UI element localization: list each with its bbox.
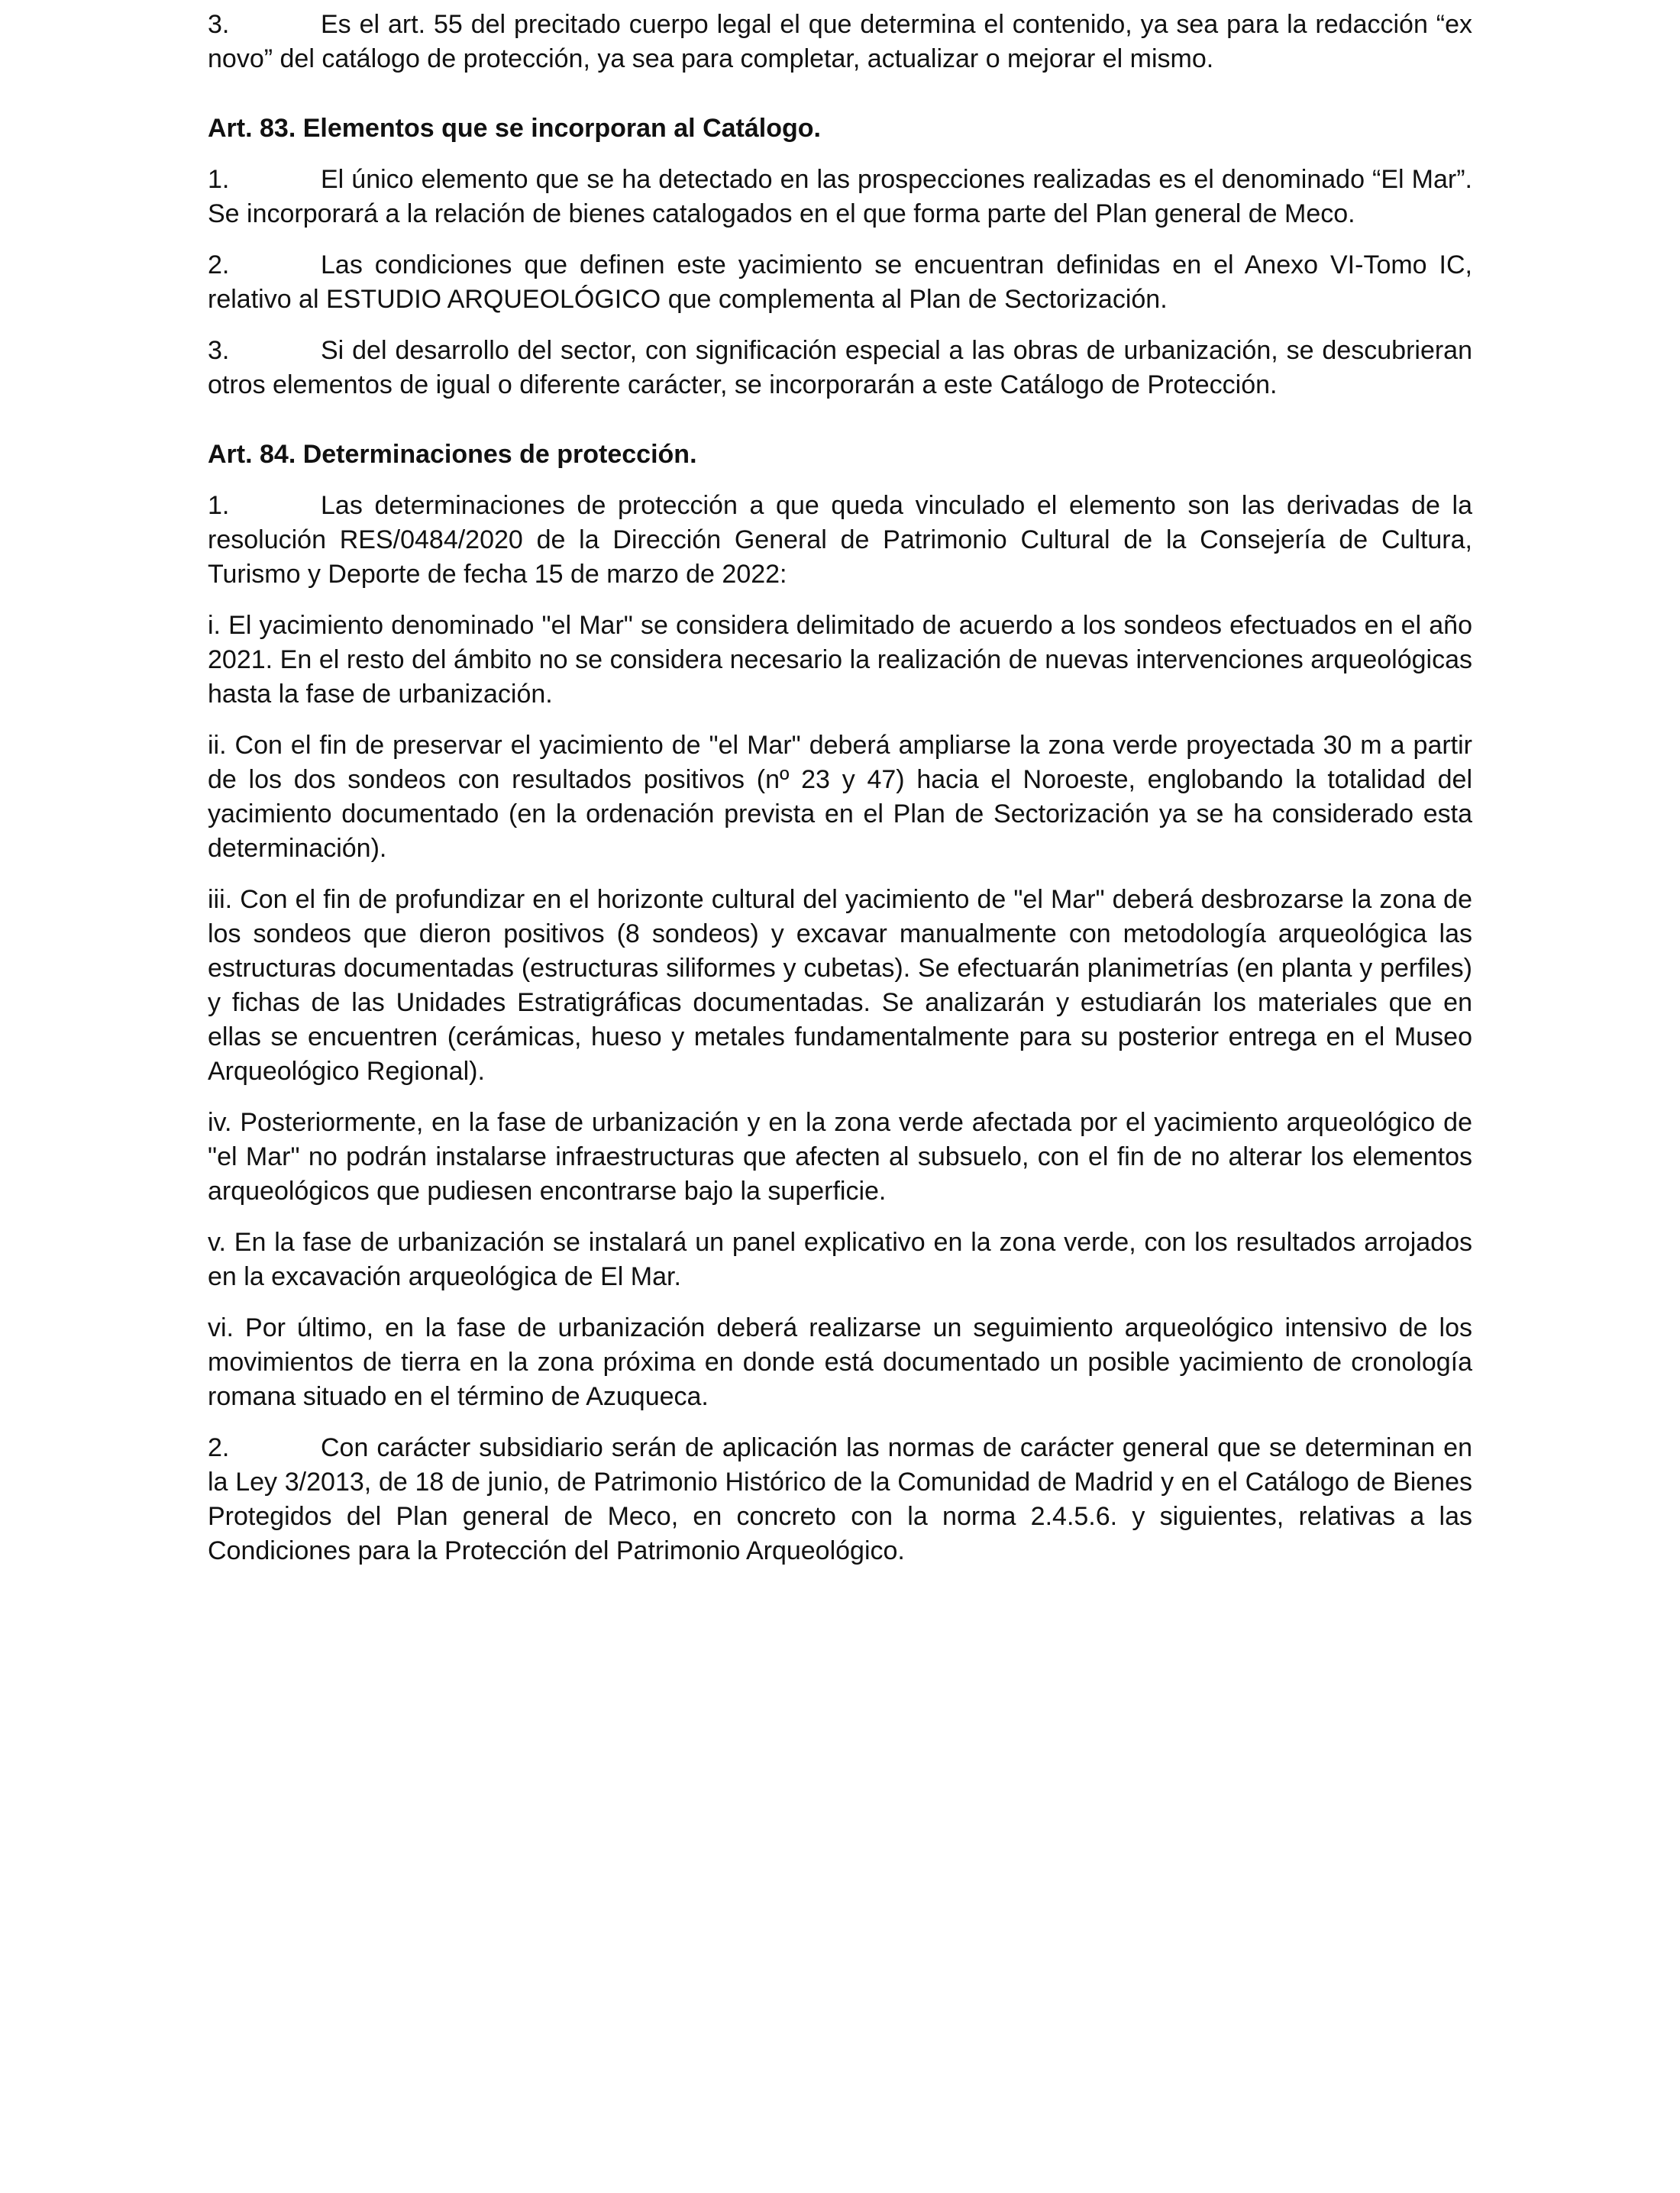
paragraph-number: 3. [208,10,230,39]
paragraph-number: 1. [208,491,230,520]
art83-heading: Art. 83. Elementos que se incorporan al Catálogo. [208,114,821,143]
paragraph-number: 2. [208,250,230,279]
art84-subitem-ii: ii. Con el fin de preservar el yacimiento de "el Mar" deberá ampliarse la zona verde proyectada 30 m a partir de los dos sondeos con resultados positivos (nº 23 y 47) hacia el Noroeste, englobando la totalidad del yacimiento documentado (en la ordenación prevista en el Plan de Sectorización ya se ha considerado esta determinación). [208,731,1472,863]
paragraph-text: Las condiciones que definen este yacimiento se encuentran definidas en el Anexo VI-Tomo IC, relativo al ESTUDIO ARQUEOLÓGICO que complementa al Plan de Sectorización. [208,250,1472,314]
paragraph-text: Es el art. 55 del precitado cuerpo legal el que determina el contenido, ya sea para la redacción “ex novo” del catálogo de protección, ya sea para completar, actualizar o mejorar el mismo. [208,10,1472,73]
art83-item-2 [208,248,1472,317]
paragraph-text: El único elemento que se ha detectado en las prospecciones realizadas es el denominado “El Mar”. Se incorporará a la relación de bienes catalogados en el que forma parte del Plan general de Meco. [208,165,1472,228]
art84-heading: Art. 84. Determinaciones de protección. [208,440,697,469]
art84-subitem-i: i. El yacimiento denominado "el Mar" se considera delimitado de acuerdo a los sondeos efectuados en el año 2021. En el resto del ámbito no se considera necesario la realización de nuevas intervenciones arqueológicas hasta la fase de urbanización. [208,611,1472,709]
paragraph-text: Con carácter subsidiario serán de aplicación las normas de carácter general que se determinan en la Ley 3/2013, de 18 de junio, de Patrimonio Histórico de la Comunidad de Madrid y en el Catálogo de Bienes Protegidos del Plan general de Meco, en concreto con la norma 2.4.5.6. y siguientes, relativas a las Condiciones para la Protección del Patrimonio Arqueológico. [208,1433,1472,1565]
intro-paragraph [208,8,1472,76]
art84-subitem-v: v. En la fase de urbanización se instalará un panel explicativo en la zona verde, con los resultados arrojados en la excavación arqueológica de El Mar. [208,1228,1472,1291]
art83-item-1 [208,163,1472,231]
paragraph-text: Las determinaciones de protección a que queda vinculado el elemento son las derivadas de la resolución RES/0484/2020 de la Dirección General de Patrimonio Cultural de la Consejería de Cultura, Turismo y Deporte de fecha 15 de marzo de 2022: [208,491,1472,589]
art84-item-1 [208,489,1472,592]
art84-item-2 [208,1431,1472,1568]
art84-subitem-iv: iv. Posteriormente, en la fase de urbanización y en la zona verde afectada por el yacimiento arqueológico de "el Mar" no podrán instalarse infraestructuras que afecten al subsuelo, con el fin de no alterar los elementos arqueológicos que pudiesen encontrarse bajo la superficie. [208,1108,1472,1206]
art84-subitem-vi: vi. Por último, en la fase de urbanización deberá realizarse un seguimiento arqueológico intensivo de los movimientos de tierra en la zona próxima en donde está documentado un posible yacimiento de cronología romana situado en el término de Azuqueca. [208,1313,1472,1411]
paragraph-number: 3. [208,336,230,365]
paragraph-text: Si del desarrollo del sector, con significación especial a las obras de urbanización, se descubrieran otros elementos de igual o diferente carácter, se incorporarán a este Catálogo de Protección. [208,336,1472,399]
art83-item-3 [208,334,1472,402]
paragraph-number: 1. [208,165,230,194]
paragraph-number: 2. [208,1433,230,1462]
document-page [208,8,1472,1585]
art84-subitem-iii: iii. Con el fin de profundizar en el horizonte cultural del yacimiento de "el Mar" deberá desbrozarse la zona de los sondeos que dieron positivos (8 sondeos) y excavar manualmente con metodología arqueológica las estructuras documentadas (estructuras siliformes y cubetas). Se efectuarán planimetrías (en planta y perfiles) y fichas de las Unidades Estratigráficas documentadas. Se analizarán y estudiarán los materiales que en ellas se encuentren (cerámicas, hueso y metales fundamentalmente para su posterior entrega en el Museo Arqueológico Regional). [208,885,1472,1086]
